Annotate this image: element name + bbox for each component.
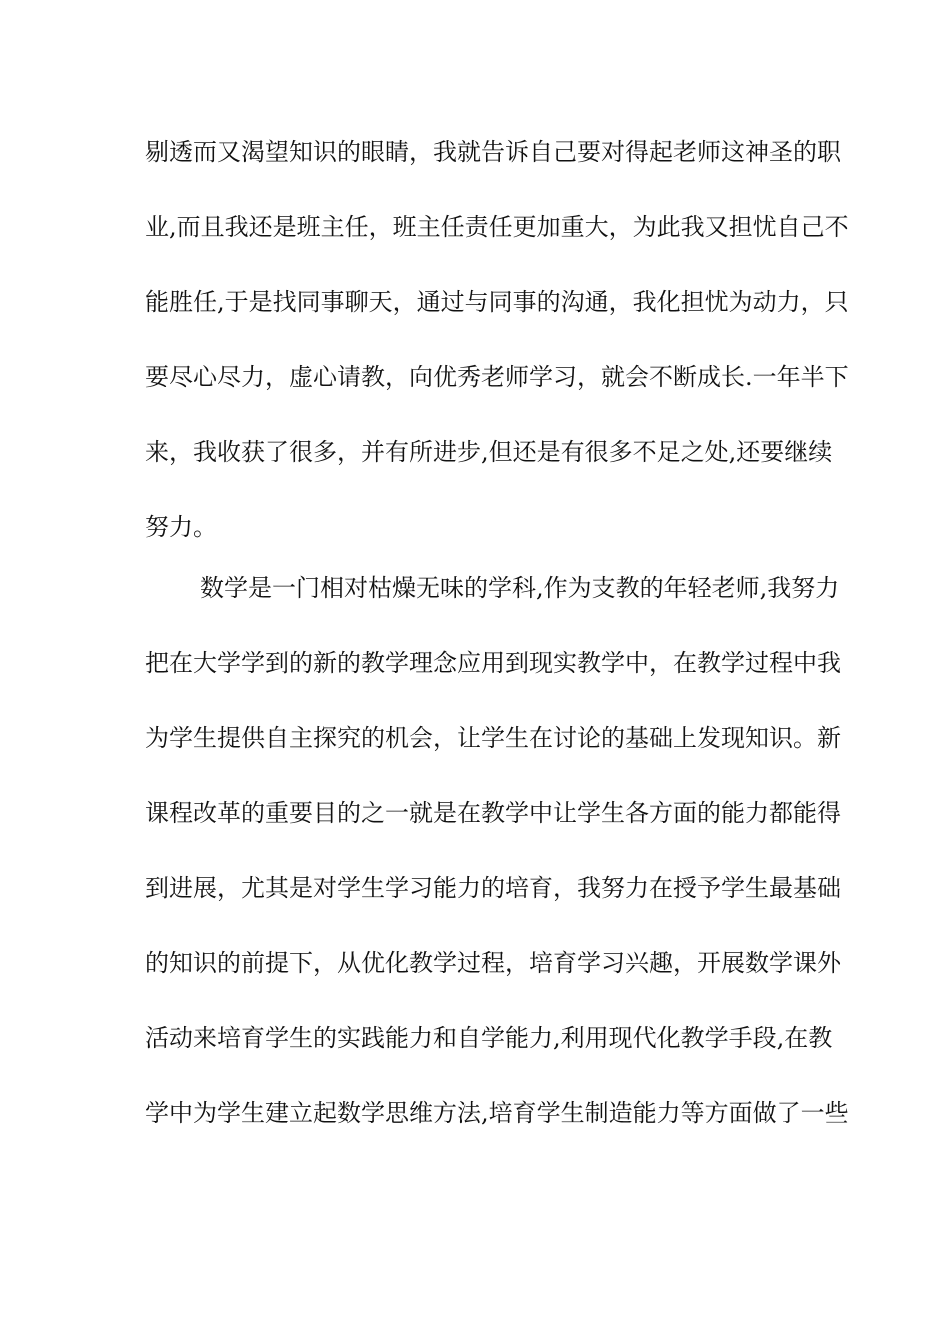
text-line: 课程改革的重要目的之一就是在教学中让学生各方面的能力都能得 xyxy=(145,799,841,827)
text-line: 剔透而又渴望知识的眼睛，我就告诉自己要对得起老师这神圣的职 xyxy=(145,138,841,166)
text-line: 把在大学学到的新的教学理念应用到现实教学中，在教学过程中我 xyxy=(145,649,841,677)
text-line: 活动来培育学生的实践能力和自学能力,利用现代化教学手段,在教 xyxy=(145,1024,833,1052)
text-line: 能胜任,于是找同事聊天，通过与同事的沟通，我化担忧为动力，只 xyxy=(145,288,849,316)
text-line: 业,而且我还是班主任，班主任责任更加重大，为此我又担忧自己不 xyxy=(145,213,849,241)
text-line: 来，我收获了很多，并有所进步,但还是有很多不足之处,还要继续 xyxy=(145,438,833,466)
text-line: 要尽心尽力，虚心请教，向优秀老师学习，就会不断成长.一年半下 xyxy=(145,363,849,391)
text-line: 学中为学生建立起数学思维方法,培育学生制造能力等方面做了一些 xyxy=(145,1099,849,1127)
text-line: 的知识的前提下，从优化教学过程，培育学习兴趣，开展数学课外 xyxy=(145,949,841,977)
text-line: 为学生提供自主探究的机会，让学生在讨论的基础上发现知识。新 xyxy=(145,724,841,752)
text-line: 到进展，尤其是对学生学习能力的培育，我努力在授予学生最基础 xyxy=(145,874,841,902)
text-line: 努力。 xyxy=(145,513,217,541)
paragraph-first-line: 数学是一门相对枯燥无味的学科,作为支教的年轻老师,我努力 xyxy=(200,574,840,602)
